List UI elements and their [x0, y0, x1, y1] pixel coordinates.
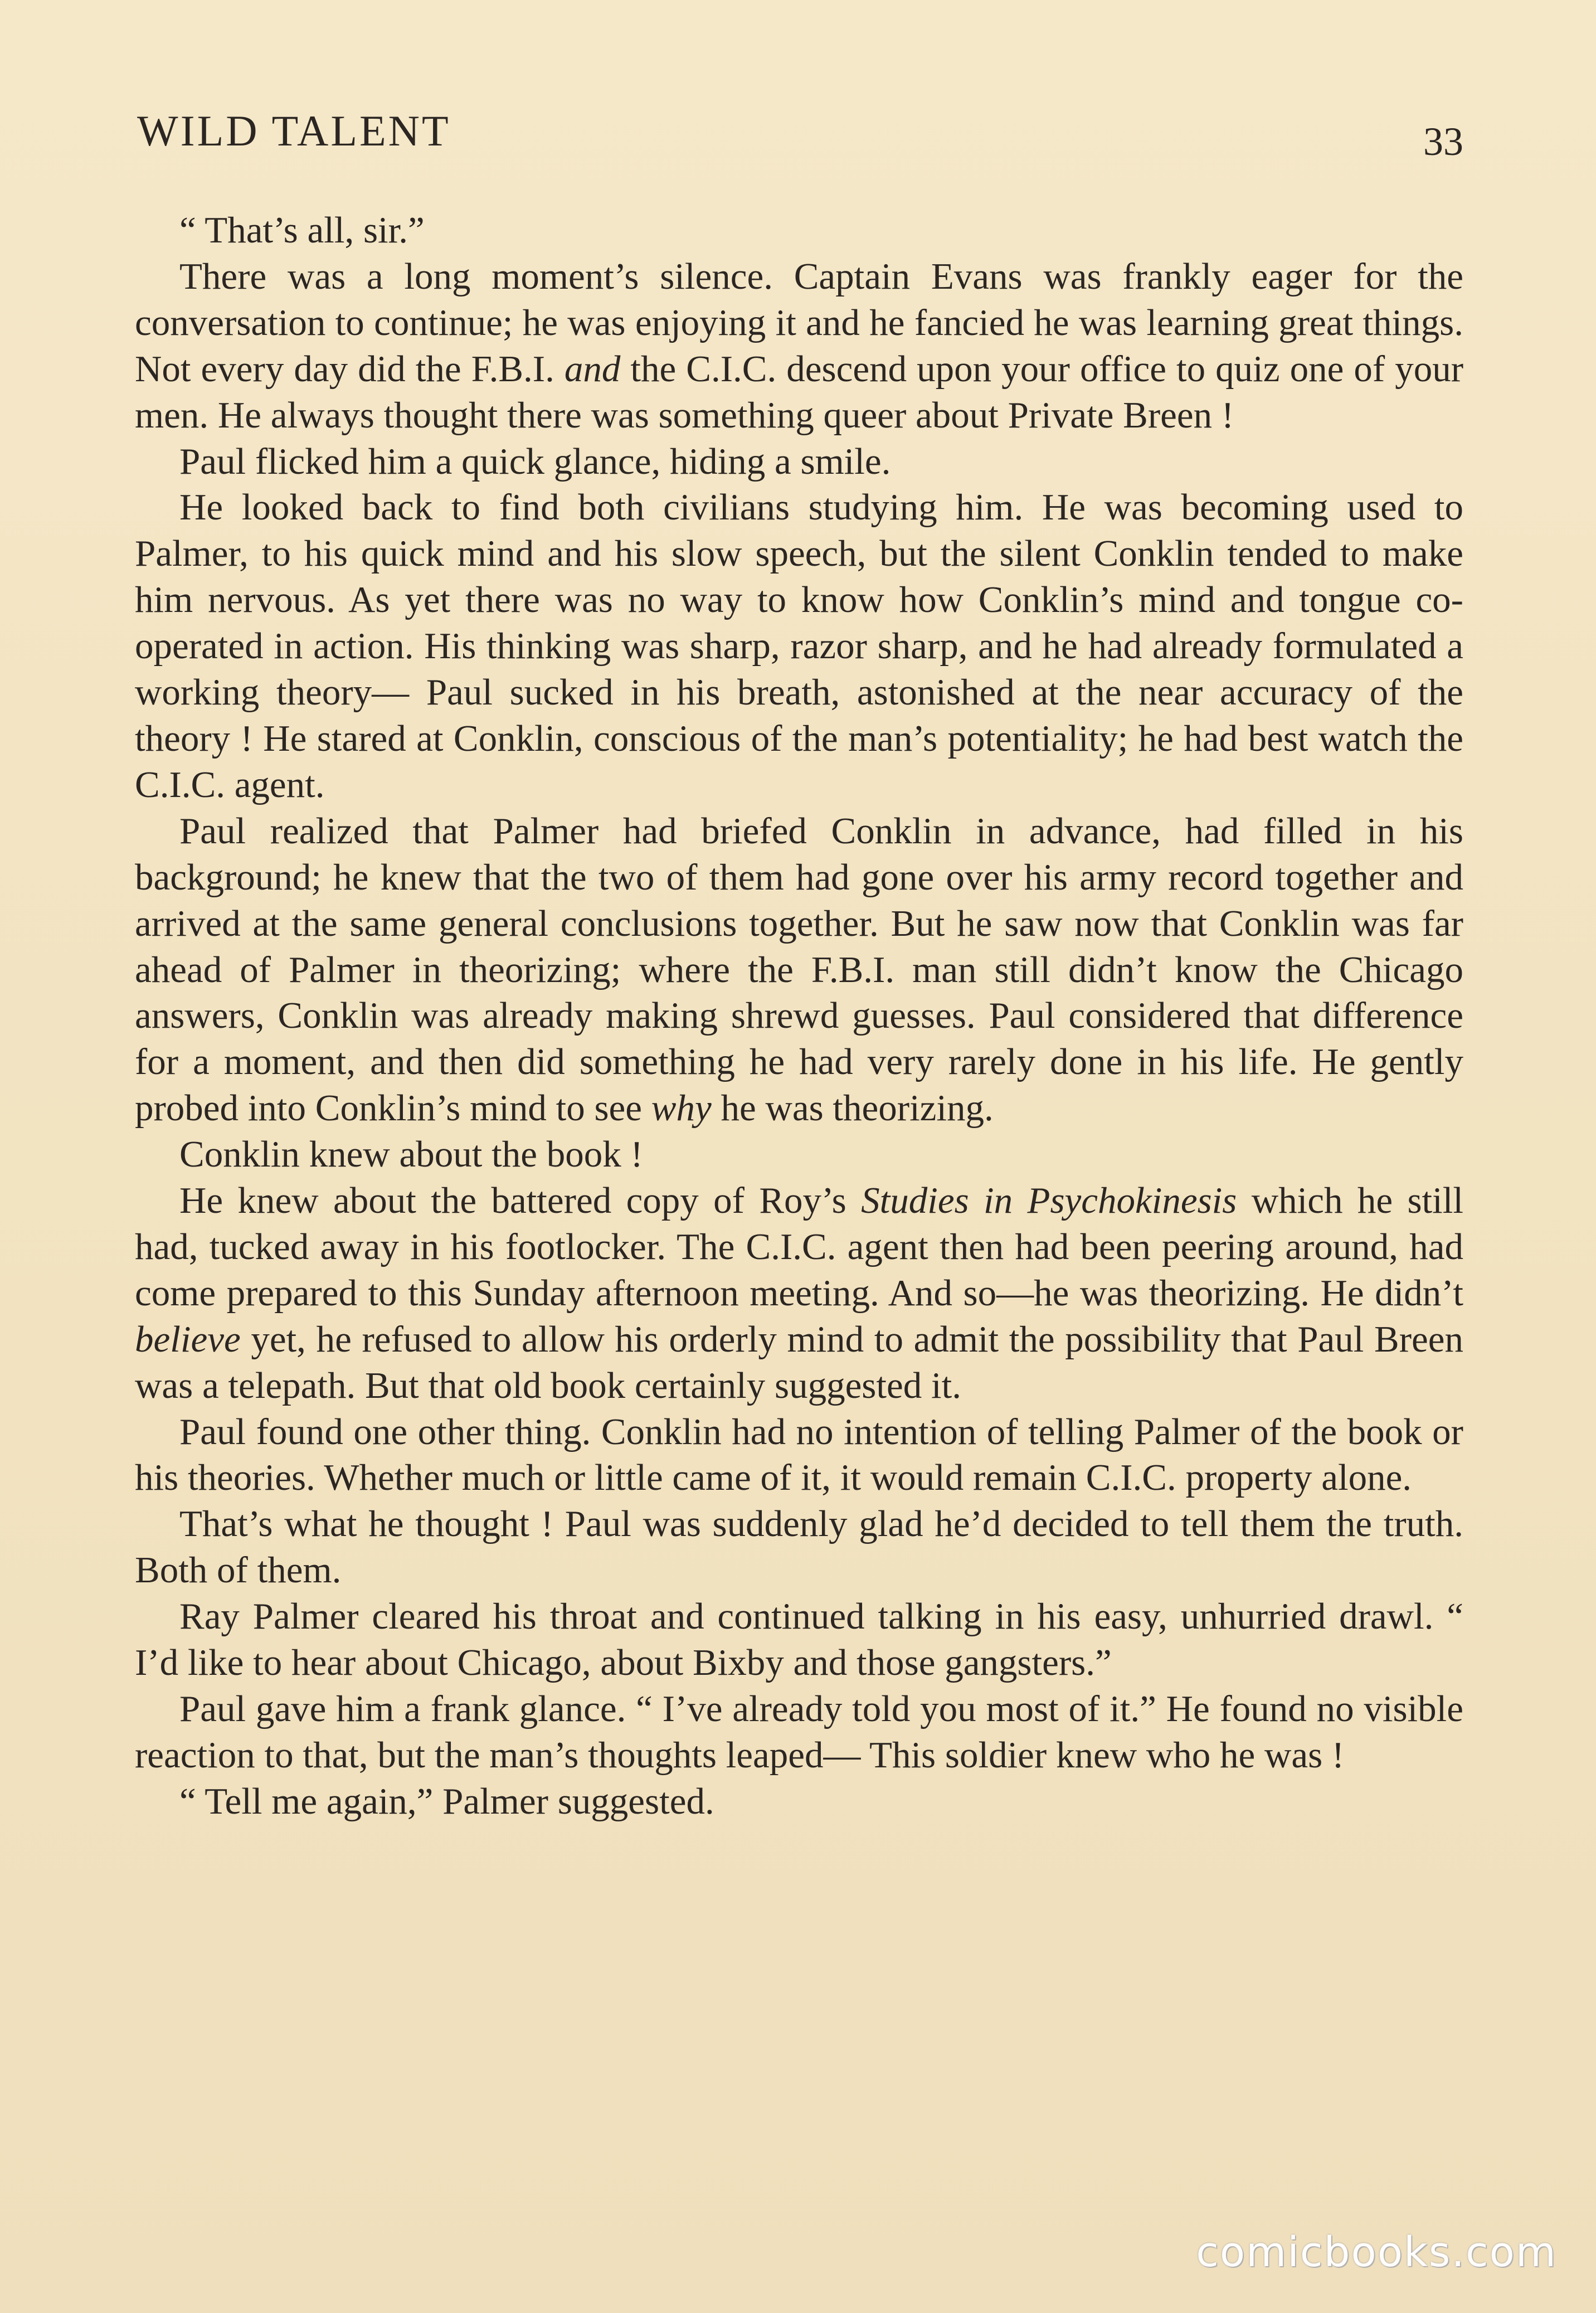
paragraph-12: “ Tell me again,” Palmer suggested.	[179, 1780, 714, 1822]
paragraph-3: Paul flicked him a quick glance, hiding a smile.	[179, 440, 891, 482]
paragraph-7: He knew about the battered copy of Roy’s Studies in Psychokinesis which he still had, tucked away in his footlocker. The C.I.C. agent then had been peering around, had come prepared to this Sunday afternoon meeting. And so—he was theorizing. He didn’t believe yet, he refused to allow his orderly mind to admit the possibility that Paul Breen was a telepath. But that old book certainly suggested it.	[135, 1180, 1463, 1406]
paragraph-1: “ That’s all, sir.”	[179, 210, 425, 251]
running-title: WILD TALENT	[137, 106, 451, 155]
paragraph-4: He looked back to find both civilians studying him. He was becoming used to Palmer, to his quick mind and his slow speech, but the silent Conklin tended to make him nervous. As yet there was no way to know how Conklin’s mind and tongue co-operated in action. His thinking was sharp, razor sharp, and he had already formulated a working theory— Paul sucked in his breath, astonished at the near accuracy of the theory ! He stared at Conklin, conscious of the man’s potentiality; he had best watch the C.I.C. agent.	[135, 487, 1463, 805]
paragraph-2: There was a long moment’s silence. Captain Evans was frankly eager for the conversation to continue; he was enjoying it and he fancied he was learning great things. Not every day did the F.B.I. and the C.I.C. descend upon your office to quiz one of your men. He always thought there was something queer about Private Breen !	[135, 255, 1464, 436]
paragraph-10: Ray Palmer cleared his throat and continued talking in his easy, unhurried drawl. “ I’d like to hear about Chicago, about Bixby and those gangsters.”	[135, 1596, 1463, 1684]
paragraph-9: That’s what he thought ! Paul was suddenly glad he’d decided to tell them the truth. Both of them.	[135, 1503, 1463, 1591]
paragraph-6: Conklin knew about the book !	[179, 1134, 643, 1175]
paragraph-5: Paul realized that Palmer had briefed Conklin in advance, had filled in his background; he knew that the two of them had gone over his army record together and arrived at the same general conclusions together. But he saw now that Conklin was far ahead of Palmer in theorizing; where the F.B.I. man still didn’t know the Chicago answers, Conklin was already making shrewd guesses. Paul considered that difference for a moment, and then did something he had very rarely done in his life. He gently probed into Conklin’s mind to see why he was theorizing.	[135, 810, 1463, 1129]
paragraph-8: Paul found one other thing. Conklin had no intention of telling Palmer of the book or his theories. Whether much or little came of it, it would remain C.I.C. property alone.	[135, 1411, 1463, 1499]
page-number: 33	[1423, 119, 1463, 164]
paragraph-11: Paul gave him a frank glance. “ I’ve already told you most of it.” He found no visible reaction to that, but the man’s thoughts leaped— This soldier knew who he was !	[135, 1688, 1463, 1776]
watermark-logo: comicbooks.com	[1196, 2228, 1557, 2276]
body-text	[135, 207, 1463, 1825]
